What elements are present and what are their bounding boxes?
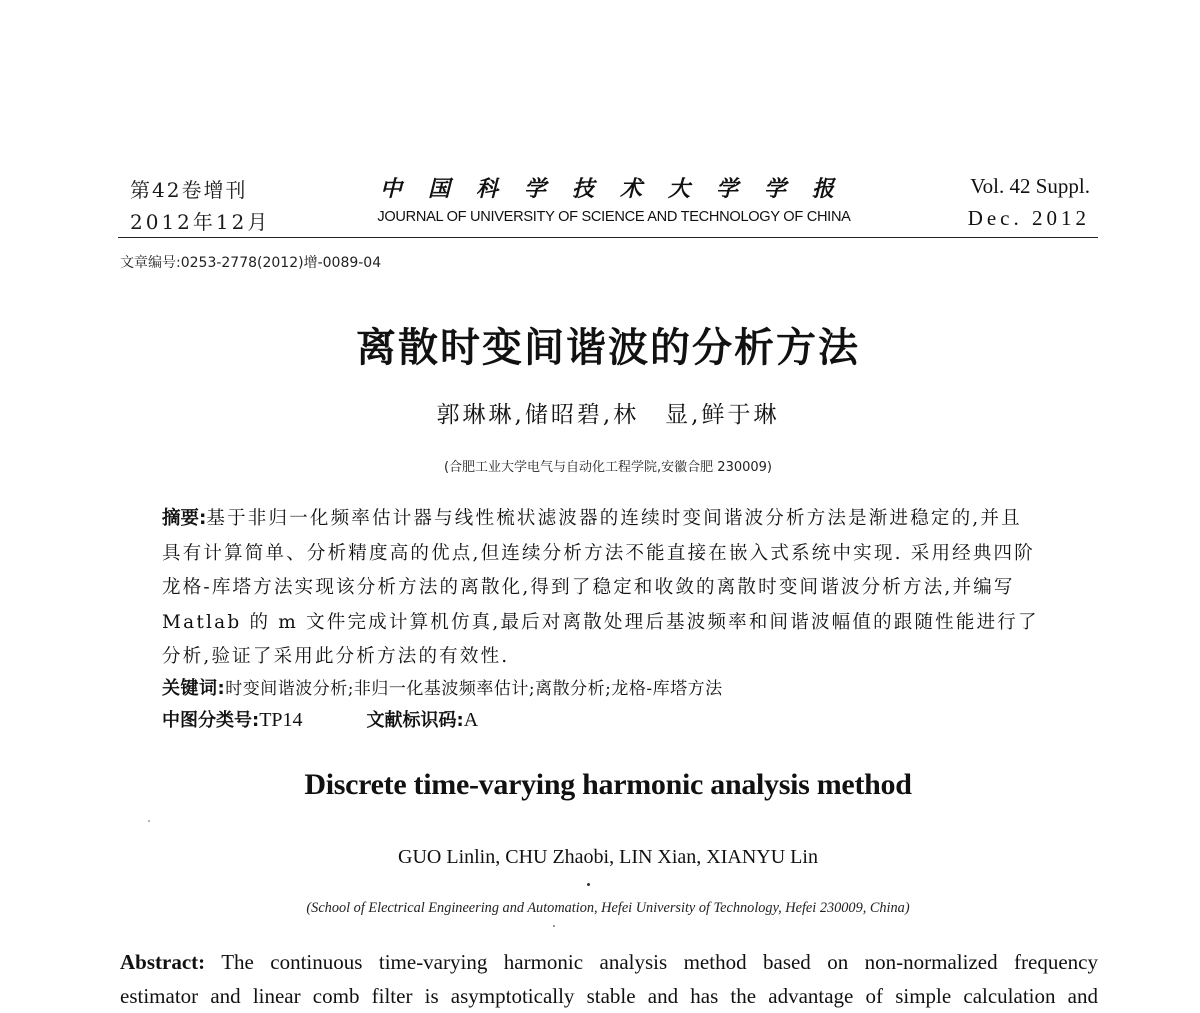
paper-title-en: Discrete time-varying harmonic analysis method — [304, 768, 912, 801]
article-number: 文章编号:0253-2778(2012)增-0089-04 — [120, 255, 382, 271]
abstract-en-line: Abstract: The continuous time-varying harmonic analysis method based on non-normalized frequency — [120, 950, 1098, 974]
authors-cn: 郭琳琳,储昭碧,林 显,鲜于琳 — [436, 402, 780, 428]
journal-name-cn: 中国科学技术大学学报 — [380, 176, 861, 202]
volume-issue-cn: 第42卷增刊 — [130, 178, 248, 202]
clc-label: 中图分类号: — [162, 710, 260, 731]
publication-date-en: Dec. 2012 — [967, 206, 1090, 230]
scan-speck — [553, 925, 555, 927]
affiliation-en: (School of Electrical Engineering and Automation, Hefei University of Technology, Hefei 230009, China) — [306, 900, 910, 916]
abstract-cn-line: 龙格-库塔方法实现该分析方法的离散化,得到了稳定和收敛的离散时变间谐波分析方法,并编写 — [162, 577, 1015, 598]
scan-speck — [587, 883, 590, 886]
keywords-cn — [162, 674, 723, 700]
doc-code-label: 文献标识码: — [366, 710, 464, 731]
affiliation-cn: (合肥工业大学电气与自动化工程学院,安徽合肥 230009) — [443, 460, 773, 475]
abstract-cn-label: 摘要: — [162, 508, 207, 529]
doc-code-value: A — [463, 709, 479, 731]
abstract-cn-line: 摘要:基于非归一化频率估计器与线性梳状滤波器的连续时变间谐波分析方法是渐进稳定的,并且 — [162, 508, 1022, 529]
abstract-cn — [162, 502, 1058, 675]
abstract-cn-line: Matlab 的 m 文件完成计算机仿真,最后对离散处理后基波频率和间谐波幅值的跟随性能进行了 — [162, 611, 1039, 633]
publication-date-cn: 2012年12月 — [130, 210, 271, 234]
clc-value: TP14 — [259, 709, 303, 731]
abstract-cn-line: 分析,验证了采用此分析方法的有效性. — [162, 646, 510, 667]
journal-name-en: JOURNAL OF UNIVERSITY OF SCIENCE AND TECHNOLOGY OF CHINA — [377, 209, 851, 225]
scan-speck — [148, 820, 150, 822]
abstract-en — [120, 945, 1098, 1013]
volume-issue-en: Vol. 42 Suppl. — [970, 174, 1090, 198]
paper-title-cn: 离散时变间谐波的分析方法 — [356, 325, 860, 371]
keywords-cn-value: 时变间谐波分析;非归一化基波频率估计;离散分析;龙格-库塔方法 — [225, 679, 723, 699]
abstract-en-label: Abstract: — [120, 950, 206, 974]
abstract-cn-line: 具有计算简单、分析精度高的优点,但连续分析方法不能直接在嵌入式系统中实现. 采用经典四阶 — [162, 542, 1035, 564]
authors-en: GUO Linlin, CHU Zhaobi, LIN Xian, XIANYU Lin — [398, 846, 818, 868]
abstract-en-line: estimator and linear comb filter is asymptotically stable and has the advantage of simple calculation and — [120, 984, 1098, 1008]
classification-row — [162, 706, 478, 732]
keywords-cn-label: 关键词: — [162, 678, 226, 699]
header-divider — [118, 237, 1098, 238]
